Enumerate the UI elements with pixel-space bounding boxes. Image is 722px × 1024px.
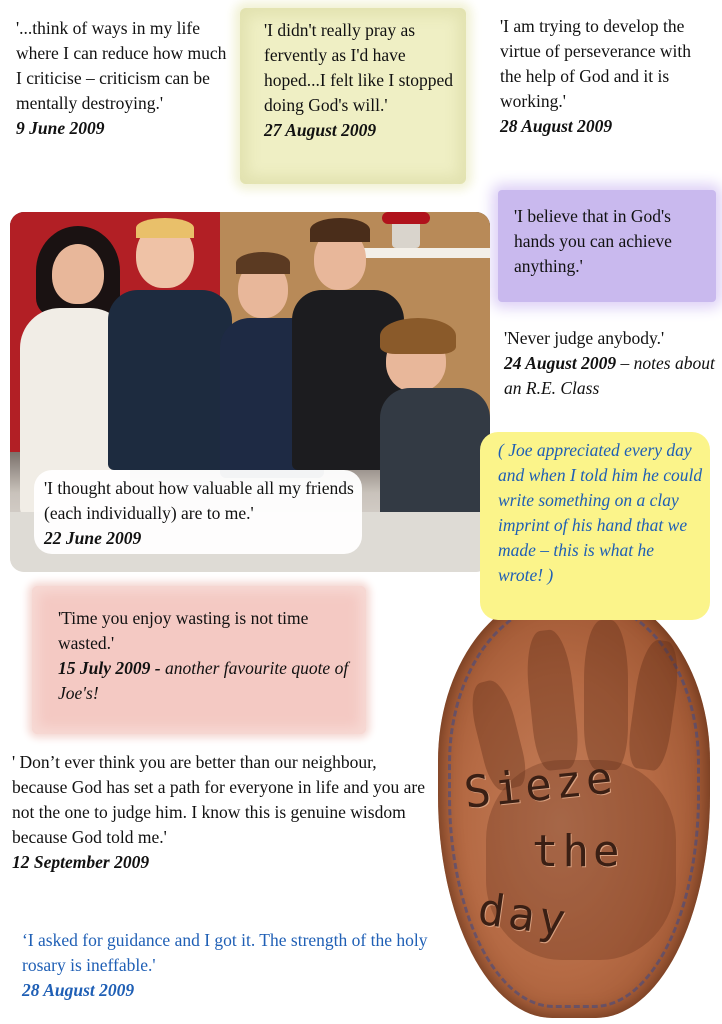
carved-word: day — [474, 883, 573, 948]
quote-text: ' Don’t ever think you are better than our neighbour, because God has set a path for everyone in life and you are not the one to judge him. I know this is genuine wisdom because God told me.' — [12, 752, 426, 847]
photo-flowers — [382, 212, 430, 224]
quote-text: 'I thought about how valuable all my friends (each individually) are to me.' — [44, 478, 354, 523]
quote-note: – notes about an R.E. Class — [504, 353, 715, 398]
carved-word: Sieze — [461, 752, 619, 819]
quote-friends — [44, 476, 364, 551]
quote-date: 28 August 2009 — [22, 980, 135, 1000]
quote-date: 24 August 2009 — [504, 353, 617, 373]
quote-text: 'Time you enjoy wasting is not time wasted.' — [58, 608, 309, 653]
quote-text: 'I didn't really pray as fervently as I'd have hoped...I felt like I stopped doing God's will.' — [264, 20, 454, 115]
quote-text: ‘I asked for guidance and I got it. The strength of the holy rosary is ineffable.' — [22, 930, 428, 975]
quote-perseverance — [500, 14, 705, 139]
quote-date: 15 July 2009 - — [58, 658, 161, 678]
quote-text: 'Never judge anybody.' — [504, 328, 665, 348]
note-clay-hand — [498, 438, 703, 588]
quote-date: 22 June 2009 — [44, 528, 142, 548]
quote-text: 'I am trying to develop the virtue of perseverance with the help of God and it is working.' — [500, 16, 691, 111]
quote-note: another favourite quote of Joe's! — [58, 658, 349, 703]
quote-time-wasting — [58, 606, 358, 706]
quote-neighbour — [12, 750, 432, 875]
quote-pray — [264, 18, 454, 143]
finger-imprint — [584, 620, 628, 770]
quote-text: '...think of ways in my life where I can reduce how much I criticise – criticism can be mentally destroying.' — [16, 18, 227, 113]
note-text: ( Joe appreciated every day and when I told him he could write something on a clay imprint of his hand that we made – this is what he wrote! ) — [498, 440, 703, 585]
quote-gods-hands — [514, 204, 709, 279]
clay-hand-imprint — [438, 590, 710, 1018]
carved-word: the — [532, 826, 624, 877]
quote-date: 9 June 2009 — [16, 118, 105, 138]
quote-date: 28 August 2009 — [500, 116, 613, 136]
quote-text: 'I believe that in God's hands you can achieve anything.' — [514, 206, 672, 276]
quote-rosary — [22, 928, 442, 1003]
quote-criticism — [16, 16, 236, 141]
photo-shelf — [360, 248, 490, 258]
quote-date: 27 August 2009 — [264, 120, 377, 140]
quote-date: 12 September 2009 — [12, 852, 150, 872]
quote-never-judge — [504, 326, 716, 401]
